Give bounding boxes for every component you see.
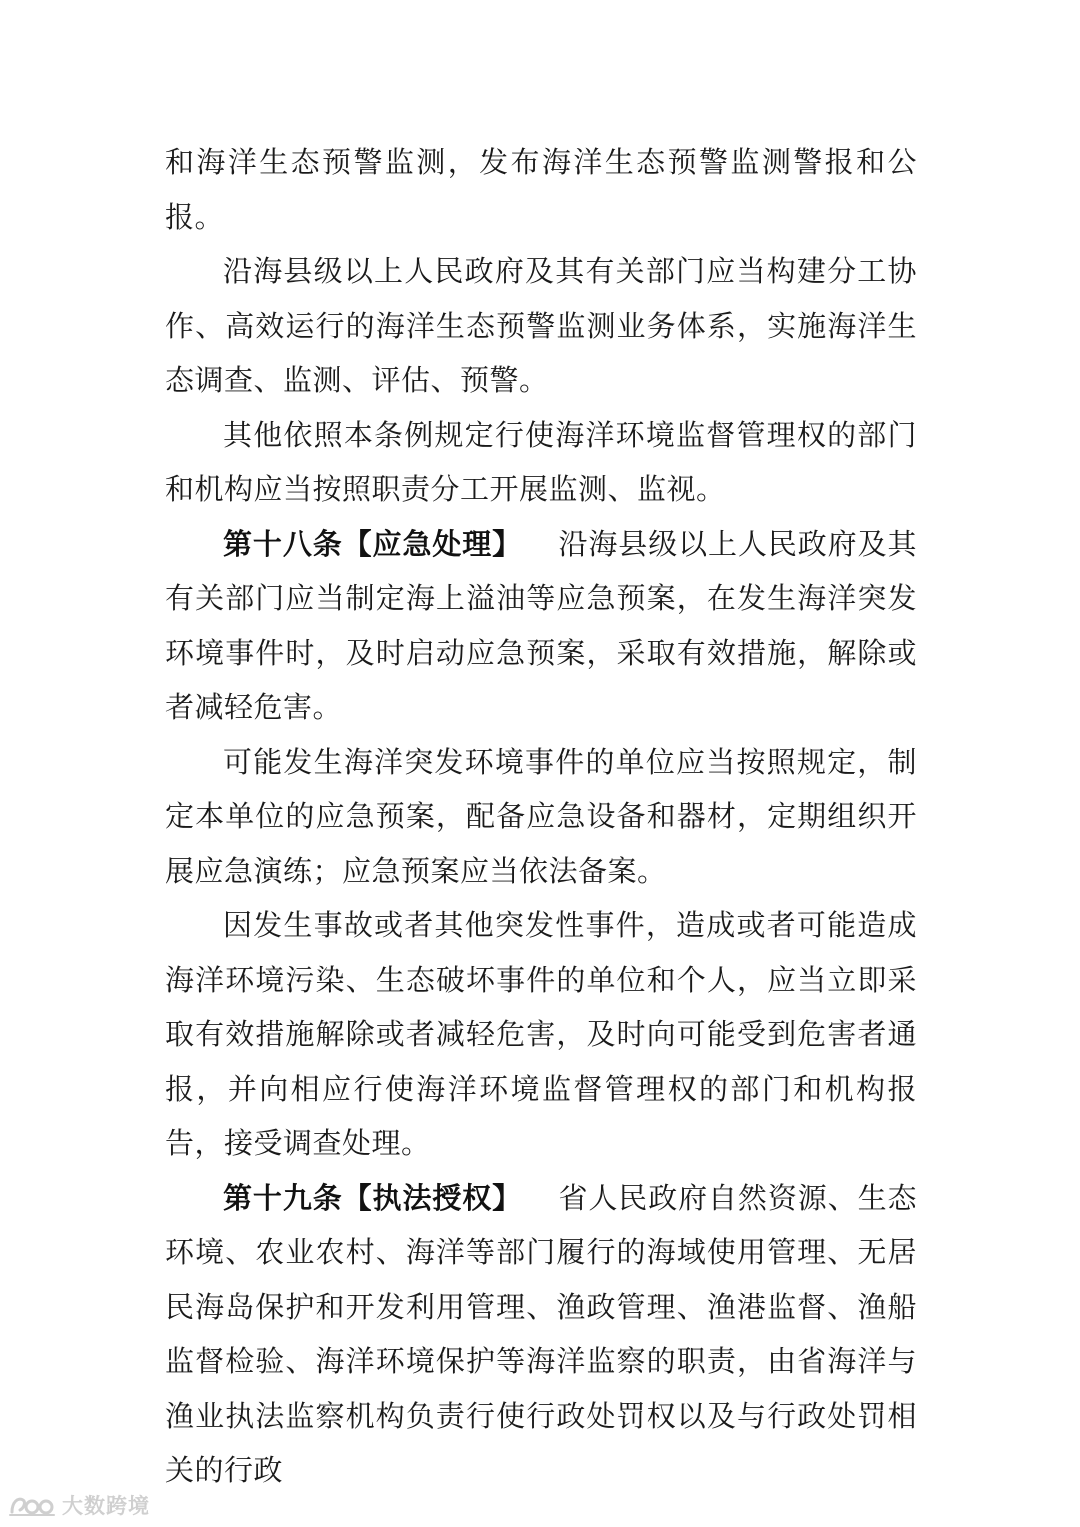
- paragraph-continuation: 和海洋生态预警监测，发布海洋生态预警监测警报和公报。: [165, 145, 917, 234]
- watermark: [8, 1490, 150, 1520]
- article-18: [165, 517, 917, 735]
- article-18-body: 沿海县级以上人民政府及其有关部门应当制定海上溢油等应急预案，在发生海洋突发环境事件时，及时启动应急预案，采取有效措施，解除或者减轻危害。: [165, 526, 917, 724]
- brand-logo-icon: [8, 1492, 58, 1518]
- paragraph-other-agencies: 其他依照本条例规定行使海洋环境监督管理权的部门和机构应当按照职责分工开展监测、监视。: [165, 417, 917, 506]
- article-19: [165, 1171, 917, 1498]
- article-19-body: 省人民政府自然资源、生态环境、农业农村、海洋等部门履行的海域使用管理、无居民海岛保护和开发利用管理、渔政管理、渔港监督、渔船监督检验、海洋环境保护等海洋监察的职责，由省海洋与渔业执法监察机构负责行使行政处罚权以及与行政处罚相关的行政: [165, 1180, 917, 1487]
- paragraph-monitoring-system: 沿海县级以上人民政府及其有关部门应当构建分工协作、高效运行的海洋生态预警监测业务体系，实施海洋生态调查、监测、评估、预警。: [165, 254, 917, 397]
- document-body: [165, 135, 917, 1498]
- article-19-heading: 第十九条【执法授权】: [223, 1180, 523, 1215]
- article-18-paragraph-plans: 可能发生海洋突发环境事件的单位应当按照规定，制定本单位的应急预案，配备应急设备和器材，定期组织开展应急演练；应急预案应当依法备案。: [165, 744, 917, 888]
- watermark-text: 大数跨境: [62, 1494, 150, 1518]
- article-18-paragraph-accidents: 因发生事故或者其他突发性事件，造成或者可能造成海洋环境污染、生态破坏事件的单位和个人，应当立即采取有效措施解除或者减轻危害，及时向可能受到危害者通报，并向相应行使海洋环境监督管理权的部门和机构报告，接受调查处理。: [165, 908, 917, 1160]
- article-18-heading: 第十八条【应急处理】: [223, 526, 523, 561]
